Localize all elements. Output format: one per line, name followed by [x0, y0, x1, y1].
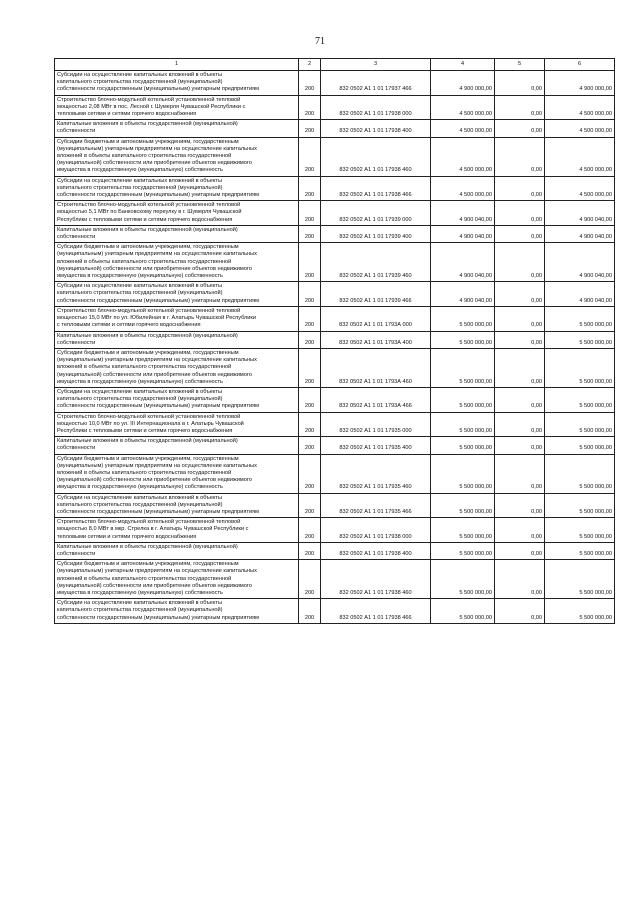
row-classification-code: 832 0502 А1 1 01 17938 000	[321, 95, 431, 120]
column-number: 3	[321, 59, 431, 71]
row-change: 0,00	[495, 560, 545, 599]
column-number: 6	[545, 59, 615, 71]
row-classification-code: 832 0502 А1 1 01 17939 400	[321, 225, 431, 242]
row-amount: 5 500 000,00	[431, 387, 495, 412]
row-classification-code: 832 0502 А1 1 01 17939 000	[321, 201, 431, 226]
column-number: 2	[299, 59, 321, 71]
row-classification-code: 832 0502 А1 1 01 17935 460	[321, 454, 431, 493]
row-code: 200	[299, 71, 321, 96]
table-row	[55, 176, 615, 201]
row-description: Субсидии на осуществление капитальных вложений в объекты капитального строительства государственной (муниципальной) собственности государственным (муниципальным) унитарным предприятиям	[55, 176, 299, 201]
row-amount: 5 500 000,00	[431, 542, 495, 559]
row-amount: 4 900 040,00	[431, 243, 495, 282]
row-classification-code: 832 0502 А1 1 01 17938 400	[321, 120, 431, 137]
row-change: 0,00	[495, 120, 545, 137]
row-amount: 5 500 000,00	[431, 518, 495, 543]
row-description: Капитальные вложения в объекты государственной (муниципальной) собственности	[55, 437, 299, 454]
row-description: Капитальные вложения в объекты государственной (муниципальной) собственности	[55, 542, 299, 559]
row-code: 200	[299, 225, 321, 242]
row-description: Субсидии на осуществление капитальных вложений в объекты капитального строительства государственной (муниципальной) собственности государственным (муниципальным) унитарным предприятиям	[55, 71, 299, 96]
row-classification-code: 832 0502 А1 1 01 17938 460	[321, 560, 431, 599]
row-amount: 4 900 040,00	[431, 225, 495, 242]
row-code: 200	[299, 201, 321, 226]
row-code: 200	[299, 137, 321, 176]
row-description: Субсидии на осуществление капитальных вложений в объекты капитального строительства государственной (муниципальной) собственности государственным (муниципальным) унитарным предприятиям	[55, 282, 299, 307]
row-change: 0,00	[495, 518, 545, 543]
row-classification-code: 832 0502 А1 1 01 17939 460	[321, 243, 431, 282]
row-description: Субсидии на осуществление капитальных вложений в объекты капитального строительства государственной (муниципальной) собственности государственным (муниципальным) унитарным предприятиям	[55, 387, 299, 412]
row-change: 0,00	[495, 306, 545, 331]
row-code: 200	[299, 412, 321, 437]
row-amount: 4 900 040,00	[431, 282, 495, 307]
row-code: 200	[299, 454, 321, 493]
row-change: 0,00	[495, 225, 545, 242]
budget-table	[54, 58, 615, 624]
table-row	[55, 225, 615, 242]
row-description: Субсидии на осуществление капитальных вложений в объекты капитального строительства государственной (муниципальной) собственности государственным (муниципальным) унитарным предприятиям	[55, 599, 299, 624]
row-total: 5 500 000,00	[545, 560, 615, 599]
row-code: 200	[299, 331, 321, 348]
row-amount: 4 900 040,00	[431, 201, 495, 226]
row-change: 0,00	[495, 348, 545, 387]
row-total: 5 500 000,00	[545, 331, 615, 348]
row-description: Капитальные вложения в объекты государственной (муниципальной) собственности	[55, 120, 299, 137]
row-total: 5 500 000,00	[545, 412, 615, 437]
row-total: 4 900 040,00	[545, 243, 615, 282]
row-code: 200	[299, 493, 321, 518]
row-change: 0,00	[495, 282, 545, 307]
column-number: 1	[55, 59, 299, 71]
table-row	[55, 331, 615, 348]
row-total: 5 500 000,00	[545, 599, 615, 624]
row-classification-code: 832 0502 А1 1 01 1793А 466	[321, 387, 431, 412]
row-amount: 4 500 000,00	[431, 176, 495, 201]
row-amount: 4 900 000,00	[431, 71, 495, 96]
row-code: 200	[299, 560, 321, 599]
row-amount: 5 500 000,00	[431, 331, 495, 348]
row-change: 0,00	[495, 201, 545, 226]
table-row	[55, 560, 615, 599]
row-change: 0,00	[495, 437, 545, 454]
row-change: 0,00	[495, 412, 545, 437]
row-code: 200	[299, 348, 321, 387]
row-classification-code: 832 0502 А1 1 01 1793А 000	[321, 306, 431, 331]
row-description: Капитальные вложения в объекты государственной (муниципальной) собственности	[55, 225, 299, 242]
row-classification-code: 832 0502 А1 1 01 17938 466	[321, 599, 431, 624]
row-description: Субсидии бюджетным и автономным учреждениям, государственным (муниципальным) унитарным предприятиям на осуществление капитальных вложений в объекты капитального строительства государственной (муниципальной) собственности или приобретение объектов недвижимого имущества в государственную (муниципальную) собственность	[55, 348, 299, 387]
row-amount: 5 500 000,00	[431, 560, 495, 599]
row-code: 200	[299, 518, 321, 543]
row-total: 4 500 000,00	[545, 120, 615, 137]
row-amount: 4 500 000,00	[431, 137, 495, 176]
row-classification-code: 832 0502 А1 1 01 17938 000	[321, 518, 431, 543]
row-change: 0,00	[495, 95, 545, 120]
table-row	[55, 95, 615, 120]
table-row	[55, 493, 615, 518]
row-total: 5 500 000,00	[545, 348, 615, 387]
row-amount: 4 500 000,00	[431, 120, 495, 137]
row-total: 5 500 000,00	[545, 306, 615, 331]
row-code: 200	[299, 437, 321, 454]
row-classification-code: 832 0502 А1 1 01 17938 460	[321, 137, 431, 176]
row-amount: 5 500 000,00	[431, 437, 495, 454]
table-row	[55, 137, 615, 176]
row-code: 200	[299, 120, 321, 137]
row-description: Строительство блочно-модульной котельной установленной тепловой мощностью 15,0 МВт по ул. Юбилейная в г. Алатырь Чувашской Республики с тепловыми сетями и сетями горячего водоснабжения	[55, 306, 299, 331]
row-classification-code: 832 0502 А1 1 01 17935 400	[321, 437, 431, 454]
table-row	[55, 201, 615, 226]
row-classification-code: 832 0502 А1 1 01 17938 400	[321, 542, 431, 559]
table-row	[55, 518, 615, 543]
row-description: Строительство блочно-модульной котельной установленной тепловой мощностью 10,0 МВт по ул. III Интернационала в г. Алатырь Чувашской Республики с тепловыми сетями и сетями горячего водоснабжения	[55, 412, 299, 437]
row-total: 4 500 000,00	[545, 95, 615, 120]
row-change: 0,00	[495, 542, 545, 559]
row-classification-code: 832 0502 А1 1 01 17938 466	[321, 176, 431, 201]
row-change: 0,00	[495, 71, 545, 96]
table-row	[55, 542, 615, 559]
row-description: Строительство блочно-модульной котельной установленной тепловой мощностью 2,08 МВт в пос. Лесной г. Шумерля Чувашской Республики с тепловыми сетями и сетями горячего водоснабжения	[55, 95, 299, 120]
row-classification-code: 832 0502 А1 1 01 17935 000	[321, 412, 431, 437]
row-amount: 4 500 000,00	[431, 95, 495, 120]
row-code: 200	[299, 542, 321, 559]
row-change: 0,00	[495, 599, 545, 624]
row-total: 5 500 000,00	[545, 518, 615, 543]
row-change: 0,00	[495, 176, 545, 201]
row-total: 5 500 000,00	[545, 454, 615, 493]
table-row	[55, 437, 615, 454]
row-amount: 5 500 000,00	[431, 493, 495, 518]
table-body	[55, 71, 615, 624]
row-code: 200	[299, 306, 321, 331]
row-change: 0,00	[495, 454, 545, 493]
row-total: 4 900 040,00	[545, 201, 615, 226]
row-description: Субсидии бюджетным и автономным учреждениям, государственным (муниципальным) унитарным предприятиям на осуществление капитальных вложений в объекты капитального строительства государственной (муниципальной) собственности или приобретение объектов недвижимого имущества в государственную (муниципальную) собственность	[55, 243, 299, 282]
row-description: Субсидии бюджетным и автономным учреждениям, государственным (муниципальным) унитарным предприятиям на осуществление капитальных вложений в объекты капитального строительства государственной (муниципальной) собственности или приобретение объектов недвижимого имущества в государственную (муниципальную) собственность	[55, 560, 299, 599]
table-row	[55, 282, 615, 307]
row-total: 5 500 000,00	[545, 542, 615, 559]
row-amount: 5 500 000,00	[431, 454, 495, 493]
table-row	[55, 348, 615, 387]
row-code: 200	[299, 282, 321, 307]
row-classification-code: 832 0502 А1 1 01 1793А 400	[321, 331, 431, 348]
row-description: Строительство блочно-модульной котельной установленной тепловой мощностью 5,1 МВт по Банковскому переулку в г. Шумерля Чувашской Республики с тепловыми сетями и сетями горячего водоснабжения	[55, 201, 299, 226]
row-change: 0,00	[495, 331, 545, 348]
row-code: 200	[299, 243, 321, 282]
row-change: 0,00	[495, 137, 545, 176]
column-number-row	[55, 59, 615, 71]
table-row	[55, 120, 615, 137]
row-description: Субсидии на осуществление капитальных вложений в объекты капитального строительства государственной (муниципальной) собственности государственным (муниципальным) унитарным предприятиям	[55, 493, 299, 518]
table-row	[55, 387, 615, 412]
row-amount: 5 500 000,00	[431, 599, 495, 624]
table-row	[55, 306, 615, 331]
row-description: Субсидии бюджетным и автономным учреждениям, государственным (муниципальным) унитарным предприятиям на осуществление капитальных вложений в объекты капитального строительства государственной (муниципальной) собственности или приобретение объектов недвижимого имущества в государственную (муниципальную) собственность	[55, 137, 299, 176]
row-classification-code: 832 0502 А1 1 01 17937 466	[321, 71, 431, 96]
table-row	[55, 243, 615, 282]
row-code: 200	[299, 387, 321, 412]
row-total: 4 900 000,00	[545, 71, 615, 96]
row-classification-code: 832 0502 А1 1 01 17939 466	[321, 282, 431, 307]
row-change: 0,00	[495, 243, 545, 282]
row-code: 200	[299, 599, 321, 624]
table-row	[55, 412, 615, 437]
table-row	[55, 599, 615, 624]
row-total: 4 900 040,00	[545, 282, 615, 307]
row-total: 5 500 000,00	[545, 387, 615, 412]
row-total: 4 500 000,00	[545, 137, 615, 176]
page-number: 71	[315, 36, 325, 47]
row-classification-code: 832 0502 А1 1 01 1793А 460	[321, 348, 431, 387]
row-total: 5 500 000,00	[545, 493, 615, 518]
row-change: 0,00	[495, 493, 545, 518]
column-number: 5	[495, 59, 545, 71]
row-description: Субсидии бюджетным и автономным учреждениям, государственным (муниципальным) унитарным предприятиям на осуществление капитальных вложений в объекты капитального строительства государственной (муниципальной) собственности или приобретение объектов недвижимого имущества в государственную (муниципальную) собственность	[55, 454, 299, 493]
row-code: 200	[299, 176, 321, 201]
row-amount: 5 500 000,00	[431, 348, 495, 387]
row-total: 5 500 000,00	[545, 437, 615, 454]
row-description: Капитальные вложения в объекты государственной (муниципальной) собственности	[55, 331, 299, 348]
row-classification-code: 832 0502 А1 1 01 17935 466	[321, 493, 431, 518]
row-code: 200	[299, 95, 321, 120]
row-total: 4 900 040,00	[545, 225, 615, 242]
table-row	[55, 71, 615, 96]
row-total: 4 500 000,00	[545, 176, 615, 201]
row-change: 0,00	[495, 387, 545, 412]
row-amount: 5 500 000,00	[431, 412, 495, 437]
row-description: Строительство блочно-модульной котельной установленной тепловой мощностью 8,0 МВт в мкр. Стрелка в г. Алатырь Чувашской Республики с тепловыми сетями и сетями горячего водоснабжения	[55, 518, 299, 543]
column-number: 4	[431, 59, 495, 71]
row-amount: 5 500 000,00	[431, 306, 495, 331]
table-row	[55, 454, 615, 493]
